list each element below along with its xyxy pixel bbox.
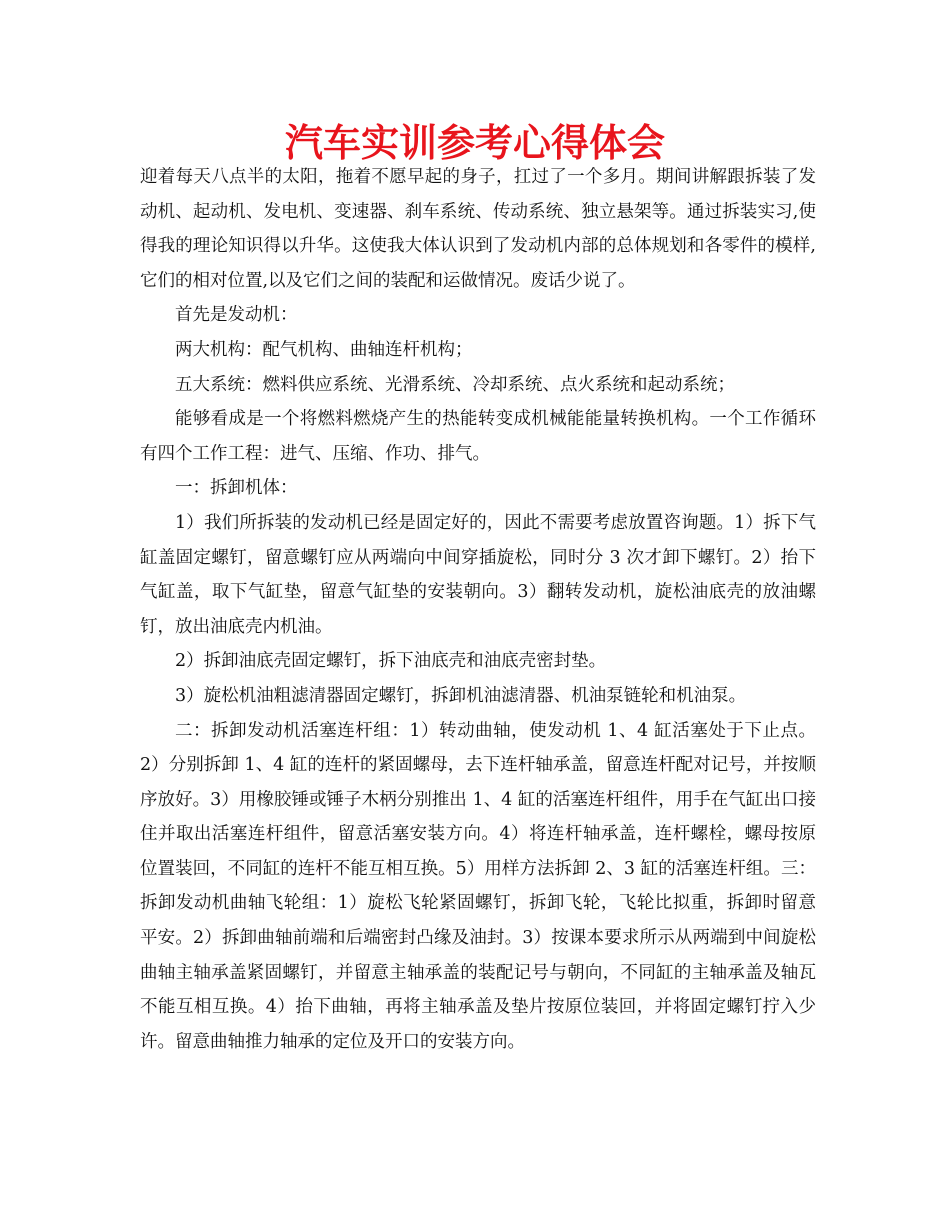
paragraph-two-mechanisms: 两大机构：配气机构、曲轴连杆机构； [175,339,473,360]
paragraph-energy-conversion: 能够看成是一个将燃料燃烧产生的热能转变成机械能能量转换机构。一个工作循环有四个工作工程：进气、压缩、作功、排气。 [140,409,816,464]
paragraph-intro: 迎着每天八点半的太阳，拖着不愿早起的身子，扛过了一个多月。期间讲解跟拆装了发动机、起动机、发电机、变速器、刹车系统、传动系统、独立悬架等。通过拆装实习,使得我的理论知识得以升华。这使我大体认识到了发动机内部的总体规划和各零件的模样,它们的相对位置,以及它们之间的装配和运做情况。废话少说了。 [140,167,816,291]
paragraph-five-systems: 五大系统：燃料供应系统、光滑系统、冷却系统、点火系统和起动系统； [175,374,735,395]
paragraph-engine-heading: 首先是发动机： [175,305,298,326]
paragraph-step-3: 3）旋松机油粗滤清器固定螺钉，拆卸机油滤清器、机油泵链轮和机油泵。 [175,685,747,706]
paragraph-step-1: 1）我们所拆装的发动机已经是固定好的，因此不需要考虑放置咨询题。1）拆下气缸盖固定螺钉，留意螺钉应从两端向中间穿插旋松，同时分 3 次才卸下螺钉。2）抬下气缸盖，取下气缸垫，留意气缸垫的安装朝向。3）翻转发动机，旋松油底壳的放油螺钉，放出油底壳内机油。 [140,512,816,637]
paragraph-section-one-heading: 一：拆卸机体： [175,478,298,499]
document-title: 汽车实训参考心得体会 [284,121,665,165]
document-body [140,160,816,1059]
paragraph-step-2: 2）拆卸油底壳固定螺钉，拆下油底壳和油底壳密封垫。 [175,651,607,672]
paragraph-section-two: 二：拆卸发动机活塞连杆组：1）转动曲轴，使发动机 1、4 缸活塞处于下止点。2）分别拆卸 1、4 缸的连杆的紧固螺母，去下连杆轴承盖，留意连杆配对记号，并按顺序放好。3）用橡胶锤或锤子木柄分别推出 1、4 缸的活塞连杆组件，用手在气缸出口接住并取出活塞连杆组件，留意活塞安装方向。4）将连杆轴承盖，连杆螺栓，螺母按原位置装回，不同缸的连杆不能互相互换。5）用样方法拆卸 2、3 缸的活塞连杆组。三：拆卸发动机曲轴飞轮组：1）旋松飞轮紧固螺钉，拆卸飞轮，飞轮比拟重，拆卸时留意平安。2）拆卸曲轴前端和后端密封凸缘及油封。3）按课本要求所示从两端到中间旋松曲轴主轴承盖紧固螺钉，并留意主轴承盖的装配记号与朝向，不同缸的主轴承盖及轴瓦不能互相互换。4）抬下曲轴，再将主轴承盖及垫片按原位装回，并将固定螺钉拧入少许。留意曲轴推力轴承的定位及开口的安装方向。 [140,720,816,1052]
